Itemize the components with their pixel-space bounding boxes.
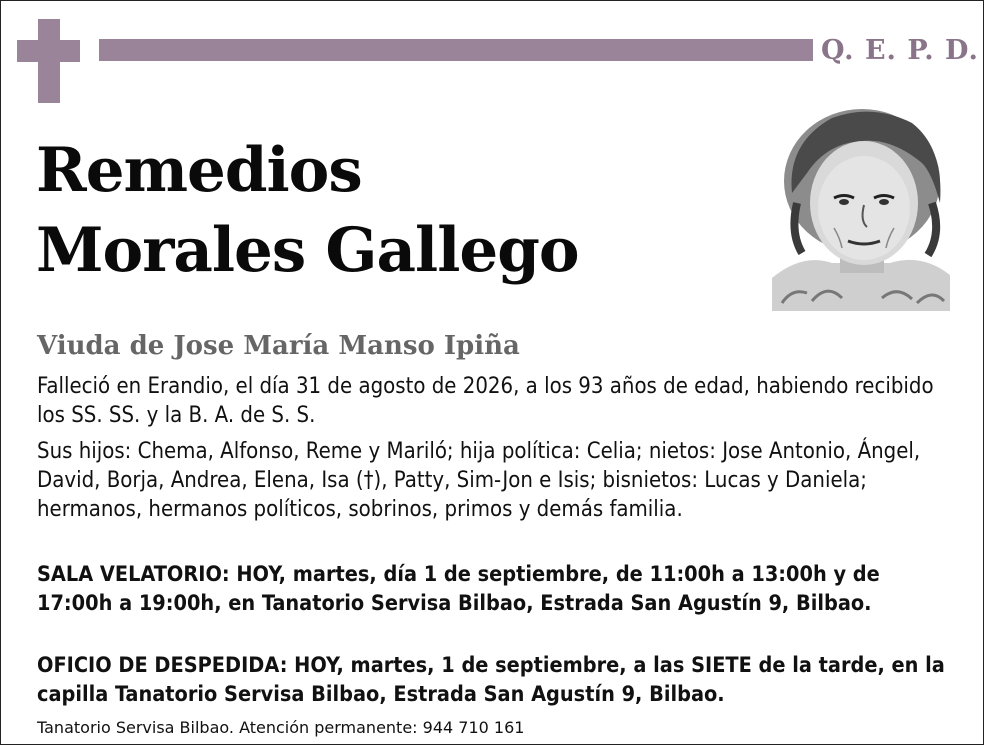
footer-contact: Tanatorio Servisa Bilbao. Atención permanente: 944 710 161 [37,718,525,737]
widow-of-subtitle: Viuda de Jose María Manso Ipiña [37,331,520,361]
deceased-name [36,131,579,291]
portrait-photo [772,103,950,311]
name-line-1: Remedios [36,135,362,206]
family-paragraph: Sus hijos: Chema, Alfonso, Reme y Mariló; hija política: Celia; nietos: Jose Antonio, Ángel, David, Borja, Andrea, Elena, Isa (†), Patty, Sim-Jon e Isis; bisnietos: Lucas y Daniela; hermanos, hermanos políticos, sobrinos, primos y demás familia. [37,439,921,522]
header-bar [99,39,813,61]
farewell-service-paragraph: OFICIO DE DESPEDIDA: HOY, martes, 1 de septiembre, a las SIETE de la tarde, en la capilla Tanatorio Servisa Bilbao, Estrada San Agustín 9, Bilbao. [37,653,945,707]
name-line-2: Morales Gallego [36,215,579,286]
death-notice-paragraph: Falleció en Erandio, el día 31 de agosto de 2026, a los 93 años de edad, habiendo recibido los SS. SS. y la B. A. de S. S. [37,374,934,428]
cross-icon-arm [17,40,80,62]
wake-room-paragraph: SALA VELATORIO: HOY, martes, día 1 de septiembre, de 11:00h a 13:00h y de 17:00h a 19:00h, en Tanatorio Servisa Bilbao, Estrada San Agustín 9, Bilbao. [37,562,880,616]
qepd-label: Q. E. P. D. [821,35,979,66]
